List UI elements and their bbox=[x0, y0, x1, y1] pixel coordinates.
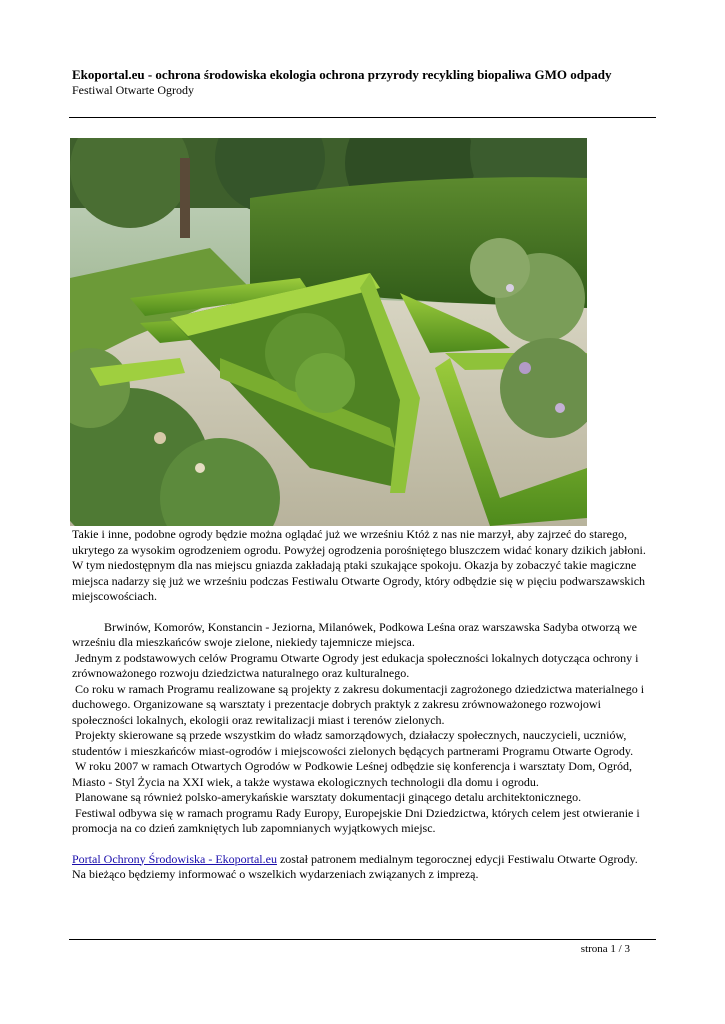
paragraph-locations: Brwinów, Komorów, Konstancin - Jeziorna, Milanówek, Podkowa Leśna oraz warszawska Sadyba otworzą we wrześniu dla mieszkańców swoje zielone, niekiedy tajemnicze miejsca. bbox=[72, 619, 637, 649]
paragraph-conference: W roku 2007 w ramach Otwartych Ogrodów w Podkowie Leśnej odbędzie się konferencja i warsztaty Dom, Ogród, Miasto - Styl Życia na XXI wiek, a także wystawa ekologicznych technologii dla domu i ogrodu. bbox=[72, 759, 632, 789]
paragraph-workshops: Planowane są również polsko-amerykańskie warsztaty dokumentacji ginącego detalu architektonicznego. bbox=[75, 790, 582, 804]
article-body bbox=[72, 527, 656, 883]
site-title: Ekoportal.eu - ochrona środowiska ekologia ochrona przyrody recykling biopaliwa GMO odpady bbox=[72, 67, 612, 82]
paragraph-council: Festiwal odbywa się w ramach programu Rady Europy, Europejskie Dni Dziedzictwa, których celem jest otwieranie i promocja na co dzień zamkniętych lub zapomnianych wyjątkowych miejsc. bbox=[72, 805, 640, 835]
paragraph-projects: Co roku w ramach Programu realizowane są projekty z zakresu dokumentacji zagrożonego dziedzictwa materialnego i duchowego. Organizowane są warsztaty i prezentacje dobrych praktyk z zakresu zrównoważonego rozwojowi społeczności lokalnych, ekologii oraz rewitalizacji miast i terenów zielonych. bbox=[72, 681, 645, 727]
paragraph-intro: Takie i inne, podobne ogrody będzie można oglądać już we wrześniu Któż z nas nie marzył, aby zajrzeć do starego, ukrytego za wysokim ogrodzeniem ogrodu. Powyżej ogrodzenia porośniętego bluszczem widać konary dzikich jabłoni. W tym niedostępnym dla nas miejscu gniazda zakładają ptaki szukające spokoju. Okazja by zobaczyć takie magiczne miejsca nadarzy się już we wrześniu podczas Festiwalu Otwarte Ogrody, który odbędzie się w pięciu podwarszawskich miejscowościach. bbox=[72, 527, 646, 603]
paragraph-updates: Na bieżąco będziemy informować o wszelkich wydarzeniach związanych z imprezą. bbox=[72, 867, 479, 881]
paragraph-goals: Jednym z podstawowych celów Programu Otwarte Ogrody jest edukacja społeczności lokalnych dotycząca ochrony i zrównoważonego rozwoju dziedzictwa naturalnego oraz kulturalnego. bbox=[72, 650, 639, 680]
garden-photo bbox=[70, 138, 587, 526]
patron-text: został patronem medialnym tegorocznej edycji Festiwalu Otwarte Ogrody. bbox=[276, 851, 638, 866]
footer-divider bbox=[69, 939, 656, 940]
ekoportal-link[interactable]: Portal Ochrony Środowiska - Ekoportal.eu bbox=[72, 851, 277, 866]
article-title: Festiwal Otwarte Ogrody bbox=[72, 83, 194, 97]
header-divider bbox=[69, 117, 656, 118]
paragraph-patron bbox=[72, 852, 656, 868]
paragraph-audience: Projekty skierowane są przede wszystkim do władz samorządowych, działaczy społecznych, nauczycieli, uczniów, studentów i mieszkańców miast-ogrodów i miejscowości zielonych będących partnerami Programu Otwarte Ogrody. bbox=[72, 728, 634, 758]
page-number: strona 1 / 3 bbox=[580, 943, 630, 955]
document-header bbox=[72, 67, 652, 98]
